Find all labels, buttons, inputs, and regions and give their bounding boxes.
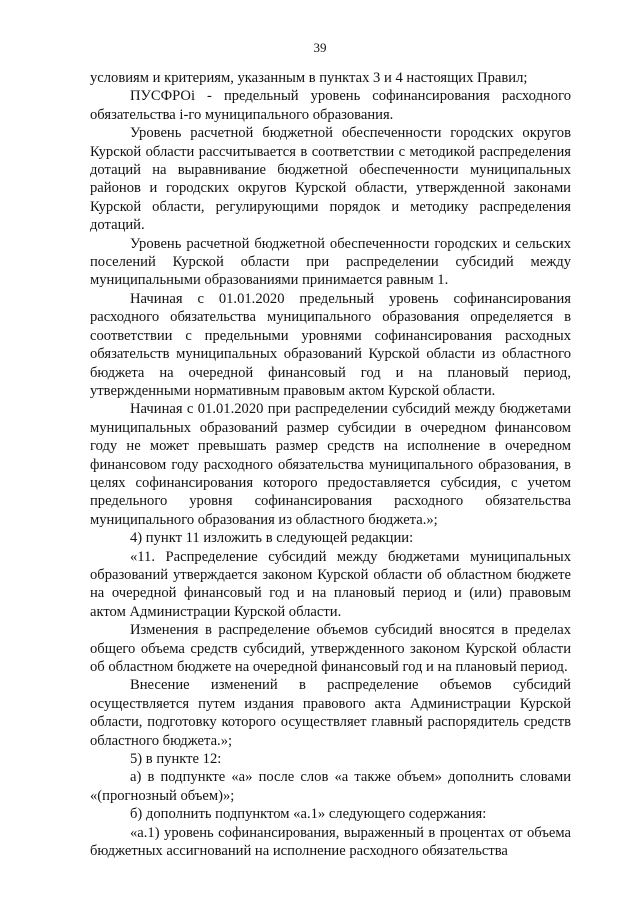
document-body	[90, 69, 571, 860]
paragraph: «а.1) уровень софинансирования, выраженный в процентах от объема бюджетных ассигнований на исполнение расходного обязательства	[90, 824, 571, 860]
paragraph: Начиная с 01.01.2020 предельный уровень софинансирования расходного обязательства муниципального образования определяется в соответствии с предельными уровнями софинансирования расходных обязательств муниципальных образований Курской области из областного бюджета на очередной финансовый год и на плановый период, утвержденными нормативным правовым актом Курской области.	[90, 290, 571, 399]
paragraph: а) в подпункте «а» после слов «а также объем» дополнить словами «(прогнозный объем)»;	[90, 769, 571, 804]
paragraph: б) дополнить подпунктом «а.1» следующего содержания:	[130, 806, 487, 823]
paragraph: Изменения в распределение объемов субсидий вносятся в пределах общего объема средств субсидий, утвержденного законом Курской области об областном бюджете на очередной финансовый год и на плановый период.	[90, 622, 571, 675]
paragraph: 5) в пункте 12:	[130, 751, 222, 768]
paragraph: Внесение изменений в распределение объемов субсидий осуществляется путем издания правового акта Администрации Курской области, подготовку которого осуществляет главный распорядитель средств областного бюджета.»;	[90, 677, 571, 749]
paragraph: 4) пункт 11 изложить в следующей редакции:	[130, 530, 414, 547]
paragraph: Начиная с 01.01.2020 при распределении субсидий между бюджетами муниципальных образований размер субсидии в очередном финансовом году не может превышать размер средств на исполнение в очередном финансовом году расходного обязательства муниципального образования, в целях софинансирования которого предоставляется субсидия, с учетом предельного уровня софинансирования расходного обязательства муниципального образования из областного бюджета.»;	[90, 401, 571, 528]
paragraph: Уровень расчетной бюджетной обеспеченности городских округов Курской области рассчитывается в соответствии с методикой распределения дотаций на выравнивание бюджетной обеспеченности муниципальных районов и городских округов Курской области, утвержденной законами Курской области, регулирующими порядок и методику распределения дотаций.	[90, 125, 571, 234]
paragraph: условиям и критериям, указанным в пунктах 3 и 4 настоящих Правил;	[90, 70, 528, 86]
page-number: 39	[313, 40, 327, 55]
paragraph: «11. Распределение субсидий между бюджетами муниципальных образований утверждается законом Курской области об областном бюджете на очередной финансовый год и на плановый период и (или) правовым актом Администрации Курской области.	[90, 548, 571, 620]
paragraph: Уровень расчетной бюджетной обеспеченности городских и сельских поселений Курской области при распределении субсидий между муниципальными образованиями принимается равным 1.	[90, 235, 571, 289]
paragraph: ПУСФРОi - предельный уровень софинансирования расходного обязательства i-го муниципального образования.	[90, 88, 571, 123]
